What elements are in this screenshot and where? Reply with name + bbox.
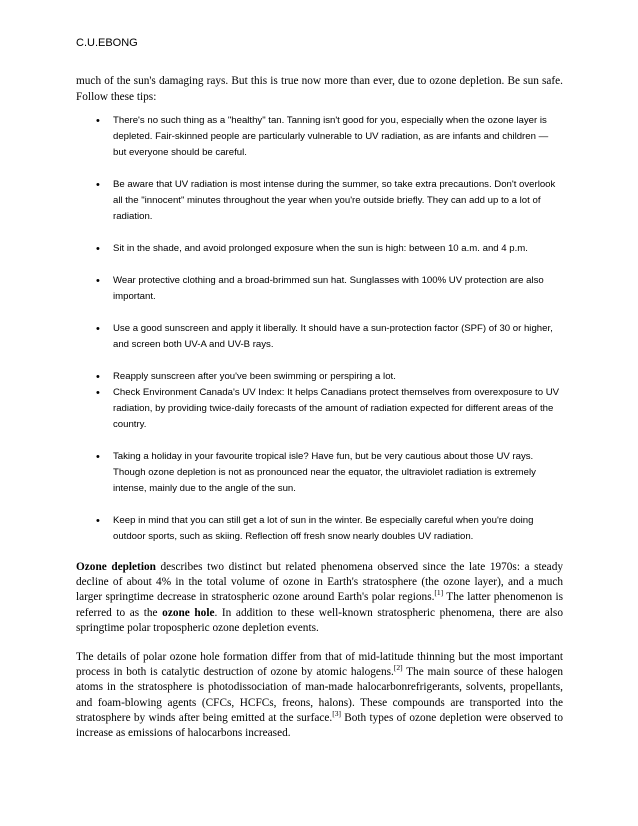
list-item: • Reapply sunscreen after you've been swimming or perspiring a lot. (96, 369, 563, 385)
para1-text-b: The latter phenomenon is referred to as the (76, 591, 563, 619)
intro-paragraph: much of the sun's damaging rays. But this is true now more than ever, due to ozone depletion. Be sun safe. Follow these tips: (76, 75, 563, 103)
list-item: • Taking a holiday in your favourite tropical isle? Have fun, but be very cautious about those UV rays. Though ozone depletion is not as pronounced near the equator, the ultraviolet radiation is extremely intense, mainly due to the angle of the sun. (96, 449, 563, 497)
term-ozone-depletion: Ozone depletion (76, 561, 156, 573)
para1-text-a: describes two distinct but related phenomena observed since the late 1970s: a steady decline of about 4% in the total volume of ozone in Earth's stratosphere (the ozone layer), and a much larger springtime decrease in stratospheric ozone around Earth's polar regions. (76, 561, 563, 604)
reference-1[interactable]: [1] (434, 588, 444, 598)
list-item: • There's no such thing as a "healthy" tan. Tanning isn't good for you, especially when the ozone layer is depleted. Fair-skinned people are particularly vulnerable to UV radiation, as are infants and children — but everyone should be careful. (96, 113, 563, 161)
page-header-author: C.U.EBONG (76, 37, 138, 49)
polar-ozone-hole-paragraph (76, 650, 563, 741)
term-ozone-hole: ozone hole (162, 606, 215, 619)
list-item: • Be aware that UV radiation is most intense during the summer, so take extra precautions. Don't overlook all the "innocent" minutes throughout the year when you're outside briefly. They can add up to a lot of radiation. (96, 177, 563, 225)
sun-safety-tips-list (96, 113, 563, 545)
list-item: • Check Environment Canada's UV Index: It helps Canadians protect themselves from overexposure to UV radiation, by providing twice-daily forecasts of the amount of radiation expected for different areas of the country. (96, 385, 563, 433)
list-item: • Keep in mind that you can still get a lot of sun in the winter. Be especially careful when you're doing outdoor sports, such as skiing. Reflection off fresh snow nearly doubles UV radiation. (96, 513, 563, 545)
ozone-depletion-paragraph (76, 560, 563, 636)
para2-text-c: Both types of ozone depletion were observed to increase as emissions of halocarbons increased. (76, 711, 563, 740)
para1-text-c: . In addition to these well-known stratospheric phenomena, there are also springtime polar tropospheric ozone depletion events. (76, 606, 563, 634)
para2-text-b: The main source of these halogen atoms in the stratosphere is photodissociation of man-made halocarbonrefrigerants, solvents, propellants, and foam-blowing agents (CFCs, HCFCs, freons, halons). These compounds are transported into the stratosphere by winds after being emitted at the surface. (76, 666, 563, 724)
list-item: • Sit in the shade, and avoid prolonged exposure when the sun is high: between 10 a.m. and 4 p.m. (96, 241, 563, 257)
reference-3[interactable]: [3] (332, 709, 341, 719)
para2-text-a: The details of polar ozone hole formation differ from that of mid-latitude thinning but the most important process in both is catalytic destruction of ozone by atomic halogens. (76, 651, 563, 679)
reference-2[interactable]: [2] (393, 663, 403, 673)
list-item: • Use a good sunscreen and apply it liberally. It should have a sun-protection factor (SPF) of 30 or higher, and screen both UV-A and UV-B rays. (96, 321, 563, 353)
list-item: • Wear protective clothing and a broad-brimmed sun hat. Sunglasses with 100% UV protection are also important. (96, 273, 563, 305)
